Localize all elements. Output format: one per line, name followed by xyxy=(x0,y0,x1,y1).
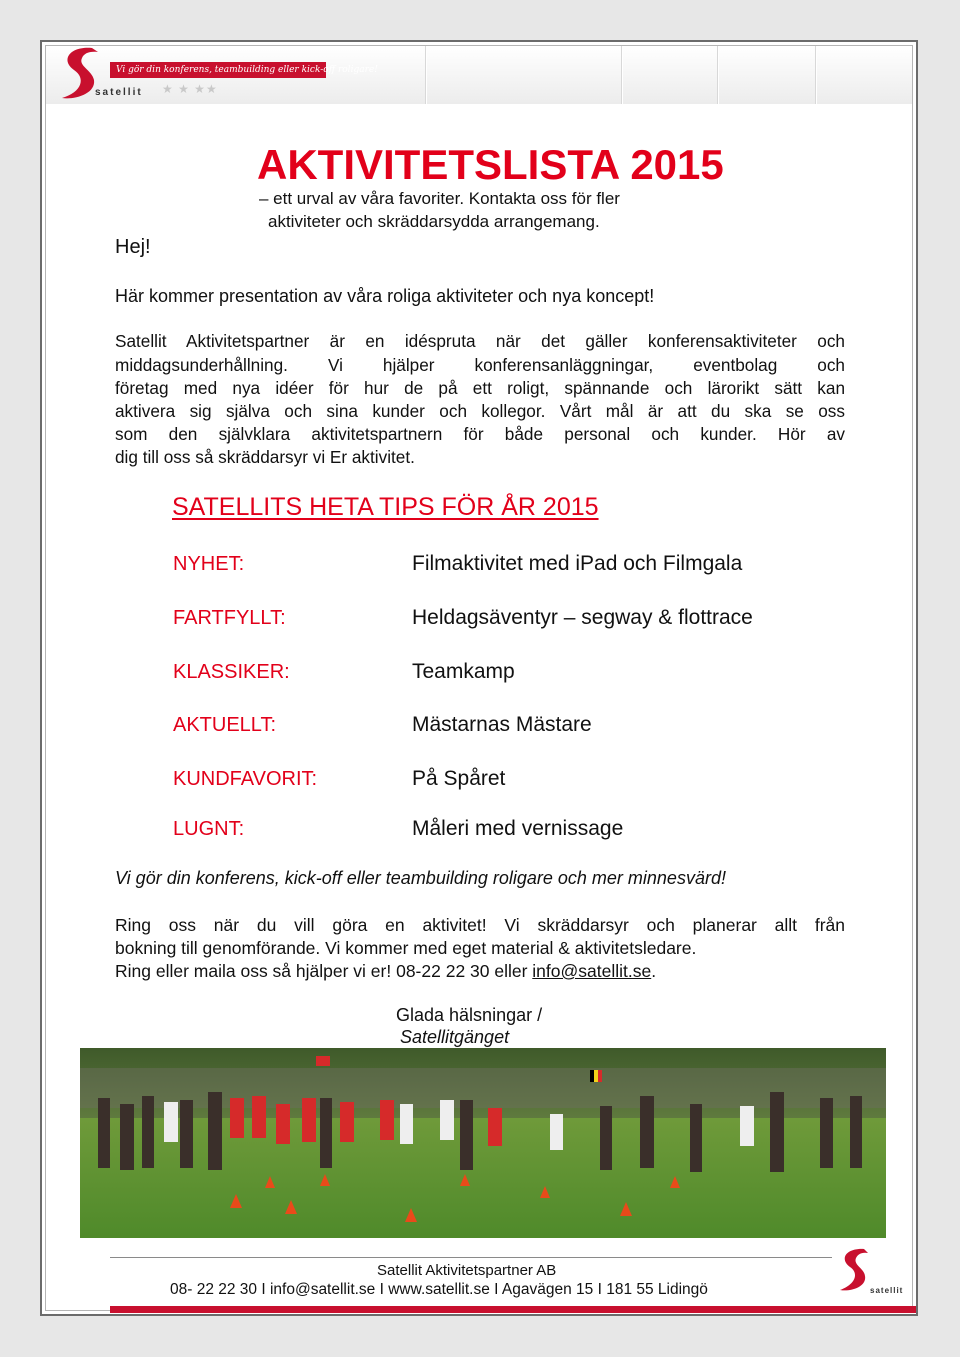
footer-red-bar xyxy=(110,1306,916,1313)
contact-text: Ring eller maila oss så hjälper vi er! 08-22 22 30 eller xyxy=(115,961,533,981)
header-stars-decoration: ★ ★ ★★ xyxy=(162,82,218,96)
header-cell xyxy=(426,46,623,104)
group-photo xyxy=(80,1048,886,1238)
group-photo-illustration xyxy=(80,1048,886,1238)
tip-value: På Spåret xyxy=(412,767,506,790)
tagline: Vi gör din konferens, kick-off eller teambuilding roligare och mer minnesvärd! xyxy=(115,868,726,888)
footer-logo-word: satellit xyxy=(870,1286,904,1295)
header-cell xyxy=(622,46,719,104)
footer-divider xyxy=(110,1257,832,1258)
header-cell xyxy=(718,46,817,104)
footer-company: Satellit Aktivitetspartner AB xyxy=(377,1262,557,1279)
header-tagline-ribbon: Vi gör din konferens, teambuilding eller kick-off roligare! xyxy=(110,62,326,78)
greeting: Hej! xyxy=(115,236,151,258)
tip-label: FARTFYLLT: xyxy=(173,607,286,629)
tip-value: Mästarnas Mästare xyxy=(412,713,592,736)
contact-line: bokning till genomförande. Vi kommer med eget material & aktivitetsledare. xyxy=(115,938,697,958)
subtitle-line-1: – ett urval av våra favoriter. Kontakta oss för fler xyxy=(259,189,620,208)
signoff-line-2: Satellitgänget xyxy=(400,1027,510,1047)
intro-text: Här kommer presentation av våra roliga aktiviteter och nya koncept! xyxy=(115,286,655,306)
paragraph-line: aktivera sig själva och sina kunder och kollegor. Vårt mål är att du ska se oss xyxy=(115,401,845,421)
tips-heading: SATELLITS HETA TIPS FÖR ÅR 2015 xyxy=(172,493,599,521)
tip-value: Måleri med vernissage xyxy=(412,817,624,840)
signoff-line-1: Glada hälsningar / xyxy=(396,1005,543,1025)
header-cell xyxy=(816,46,913,104)
tip-value: Filmaktivitet med iPad och Filmgala xyxy=(412,552,743,575)
tip-label: LUGNT: xyxy=(173,818,245,840)
tip-label: NYHET: xyxy=(173,553,245,575)
paragraph-line: dig till oss så skräddarsyr vi Er aktivitet. xyxy=(115,447,415,467)
footer-details: 08- 22 22 30 I info@satellit.se I www.satellit.se I Agavägen 15 I 181 55 Lidingö xyxy=(170,1281,708,1298)
tip-value: Heldagsäventyr – segway & flottrace xyxy=(412,606,753,629)
tip-label: KUNDFAVORIT: xyxy=(173,768,318,790)
paragraph-line: företag med nya idéer för hur de på ett roligt, spännande och lärorikt sätt kan xyxy=(115,378,845,398)
paragraph-line: Satellit Aktivitetspartner är en idéspruta när det gäller konferensaktiviteter och xyxy=(115,331,845,351)
tip-value: Teamkamp xyxy=(412,660,515,683)
contact-line: Ring oss när du vill göra en aktivitet! Vi skräddarsyr och planerar allt från xyxy=(115,915,845,935)
tip-label: AKTUELLT: xyxy=(173,714,276,736)
header-logo-word: satellit xyxy=(95,87,143,98)
tip-label: KLASSIKER: xyxy=(173,661,290,683)
subtitle-line-2: aktiviteter och skräddarsydda arrangemang. xyxy=(268,212,600,231)
contact-email-link[interactable]: info@satellit.se xyxy=(532,961,652,981)
contact-line-last xyxy=(115,961,656,982)
paragraph-line: middagsunderhållning. Vi hjälper konferensanläggningar, eventbolag och xyxy=(115,355,845,375)
contact-period: . xyxy=(651,961,657,981)
page-title: AKTIVITETSLISTA 2015 xyxy=(257,141,724,188)
paragraph-line: som den självklara aktivitetspartnern för både personal och kunder. Hör av xyxy=(115,424,845,444)
